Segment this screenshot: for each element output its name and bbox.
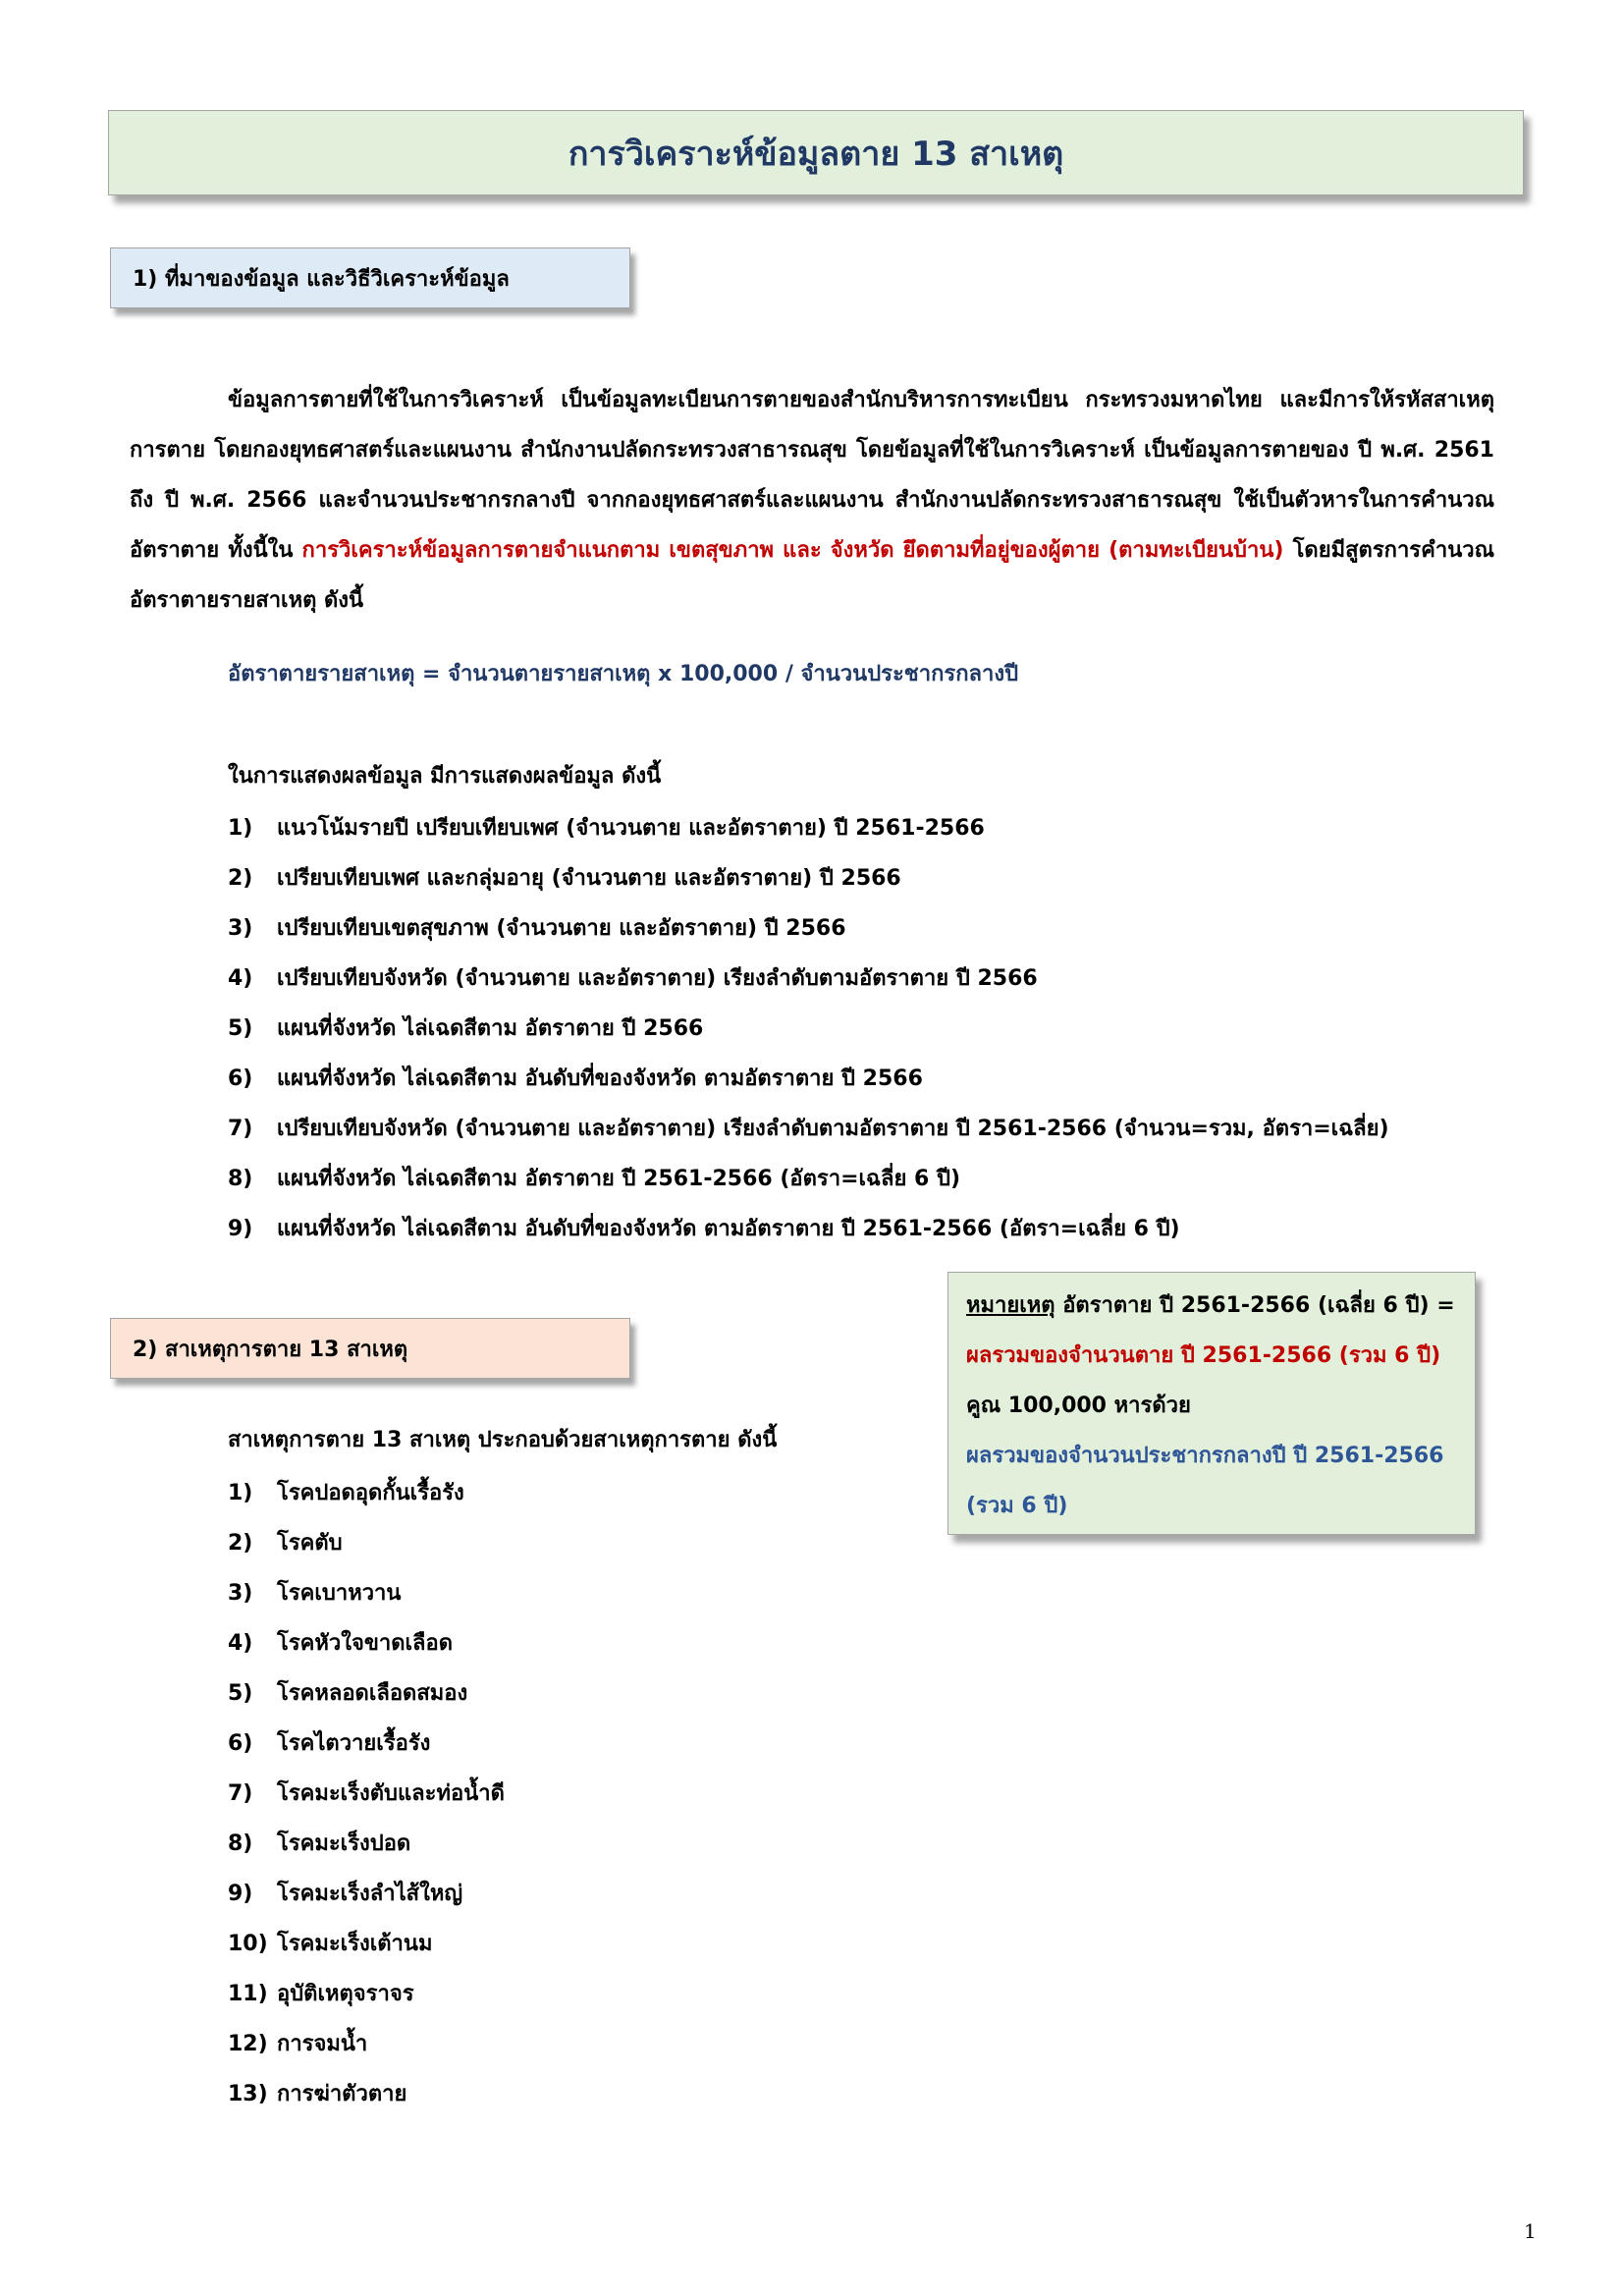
note-line-3: คูณ 100,000 หารด้วย [966,1394,1191,1418]
page-number: 1 [1524,2219,1537,2243]
document-title-box [108,110,1524,195]
cause-list-item [228,2022,505,2072]
list-item-number: 4) [228,1631,253,1656]
list-item-number: 8) [228,1167,253,1191]
section-1-heading-box [110,247,630,308]
cause-list-item [228,1621,505,1671]
display-list [228,807,1389,1258]
cause-list-item [228,1872,505,1922]
list-item-number: 5) [228,1016,253,1041]
paragraph-tail: โดยมีสูตรการคำนวณอัตราตายรายสาเหตุ ดังนี้ [130,538,1494,613]
cause-list-item [228,1722,505,1772]
list-item-text: แผนที่จังหวัด ไล่เฉดสีตาม อัตราตาย ปี 2566 [277,1016,704,1041]
display-list-item [228,1208,1389,1258]
note-box [947,1272,1476,1535]
list-item-number: 11) [228,1982,268,2006]
list-item-number: 7) [228,1781,253,1806]
list-item-text: โรคมะเร็งลำไส้ใหญ่ [277,1882,463,1906]
display-list-item [228,807,1389,857]
list-item-number: 6) [228,1066,253,1091]
list-item-text: เปรียบเทียบจังหวัด (จำนวนตาย และอัตราตาย) เรียงลำดับตามอัตราตาย ปี 2566 [277,966,1038,991]
causes-intro: สาเหตุการตาย 13 สาเหตุ ประกอบด้วยสาเหตุการตาย ดังนี้ [228,1428,778,1452]
display-list-item [228,1008,1389,1058]
display-list-item [228,1058,1389,1108]
cause-list-item [228,1571,505,1621]
list-item-number: 9) [228,1882,253,1906]
list-item-number: 1) [228,816,253,841]
list-item-number: 13) [228,2082,268,2106]
cause-list-item [228,1922,505,1972]
list-item-text: การฆ่าตัวตาย [277,2082,407,2106]
display-list-item [228,857,1389,907]
section-1-heading: 1) ที่มาของข้อมูล และวิธีวิเคราะห์ข้อมูล [133,266,510,292]
list-item-text: โรคหลอดเลือดสมอง [277,1681,468,1706]
cause-list-item [228,1671,505,1722]
cause-list-item [228,1521,505,1571]
note-line-2: ผลรวมของจำนวนตาย ปี 2561-2566 (รวม 6 ปี) [966,1343,1441,1368]
note-line-4: ผลรวมของจำนวนประชากรกลางปี ปี 2561-2566 [966,1444,1444,1468]
list-item-text: โรคหัวใจขาดเลือด [277,1631,454,1656]
list-item-number: 3) [228,916,253,941]
cause-list-item [228,1822,505,1872]
display-list-item [228,957,1389,1008]
list-item-text: แผนที่จังหวัด ไล่เฉดสีตาม อันดับที่ของจังหวัด ตามอัตราตาย ปี 2561-2566 (อัตรา=เฉลี่ย 6 ปี) [277,1217,1180,1241]
list-item-number: 12) [228,2032,268,2056]
list-item-text: อุบัติเหตุจราจร [277,1982,414,2006]
list-item-text: แผนที่จังหวัด ไล่เฉดสีตาม อันดับที่ของจังหวัด ตามอัตราตาย ปี 2566 [277,1066,923,1091]
list-item-number: 7) [228,1117,253,1141]
note-label: หมายเหตุ [966,1293,1055,1318]
list-item-number: 1) [228,1481,253,1505]
list-item-text: เปรียบเทียบจังหวัด (จำนวนตาย และอัตราตาย) เรียงลำดับตามอัตราตาย ปี 2561-2566 (จำนวน=รวม, อัตรา=เฉลี่ย) [277,1117,1389,1141]
cause-list-item [228,1972,505,2022]
list-item-number: 2) [228,866,253,891]
list-item-number: 8) [228,1831,253,1856]
display-list-item [228,1108,1389,1158]
rate-formula: อัตราตายรายสาเหตุ = จำนวนตายรายสาเหตุ x 100,000 / จำนวนประชากรกลางปี [228,662,1019,686]
list-item-number: 5) [228,1681,253,1706]
list-item-text: แนวโน้มรายปี เปรียบเทียบเพศ (จำนวนตาย และอัตราตาย) ปี 2561-2566 [277,816,985,841]
list-item-text: โรคปอดอุดกั้นเรื้อรัง [277,1481,464,1505]
cause-list-item [228,1772,505,1822]
list-item-number: 10) [228,1932,268,1956]
list-item-text: โรคไตวายเรื้อรัง [277,1731,431,1756]
list-item-text: เปรียบเทียบเขตสุขภาพ (จำนวนตาย และอัตราตาย) ปี 2566 [277,916,846,941]
note-line-1-text: อัตราตาย ปี 2561-2566 (เฉลี่ย 6 ปี) = [1055,1293,1455,1318]
list-item-text: โรคมะเร็งตับและท่อน้ำดี [277,1781,505,1806]
list-item-number: 2) [228,1531,253,1556]
paragraph-highlight: การวิเคราะห์ข้อมูลการตายจำแนกตาม เขตสุขภาพ และ จังหวัด ยึดตามที่อยู่ของผู้ตาย (ตามทะเบียนบ้าน) [301,538,1284,563]
list-item-text: เปรียบเทียบเพศ และกลุ่มอายุ (จำนวนตาย และอัตราตาย) ปี 2566 [277,866,901,891]
list-item-text: โรคตับ [277,1531,343,1556]
note-line-1 [966,1281,1457,1331]
note-line-5: (รวม 6 ปี) [966,1494,1068,1518]
list-item-number: 3) [228,1581,253,1606]
list-item-text: การจมน้ำ [277,2032,368,2056]
display-list-intro: ในการแสดงผลข้อมูล มีการแสดงผลข้อมูล ดังนี้ [228,764,662,789]
list-item-number: 6) [228,1731,253,1756]
list-item-text: โรคเบาหวาน [277,1581,402,1606]
list-item-number: 4) [228,966,253,991]
list-item-text: โรคมะเร็งปอด [277,1831,411,1856]
list-item-text: โรคมะเร็งเต้านม [277,1932,433,1956]
cause-list-item [228,1471,505,1521]
list-item-text: แผนที่จังหวัด ไล่เฉดสีตาม อัตราตาย ปี 2561-2566 (อัตรา=เฉลี่ย 6 ปี) [277,1167,961,1191]
section-2-heading-box [110,1318,630,1379]
display-list-item [228,1158,1389,1208]
document-title: การวิเคราะห์ข้อมูลตาย 13 สาเหตุ [568,134,1064,174]
data-source-paragraph [130,375,1494,626]
display-list-item [228,907,1389,957]
causes-list [228,1471,505,2122]
cause-list-item [228,2072,505,2122]
paragraph-text: ข้อมูลการตายที่ใช้ในการวิเคราะห์ เป็นข้อมูลทะเบียนการตายของสำนักบริหารการทะเบียน กระทรวงมหาดไทย และมีการให้รหัสสาเหตุการตาย โดยกองยุทธศาสตร์และแผนงาน สำนักงานปลัดกระทรวงสาธารณสุข โดยข้อมูลที่ใช้ในการวิเคราะห์ เป็นข้อมูลการตายของ ปี พ.ศ. 2561 ถึง ปี พ.ศ. 2566 และจำนวนประชากรกลางปี จากกองยุทธศาสตร์และแผนงาน สำนักงานปลัดกระทรวงสาธารณสุข ใช้เป็นตัวหารในการคำนวณอัตราตาย ทั้งนี้ใน [130,388,1494,563]
section-2-heading: 2) สาเหตุการตาย 13 สาเหตุ [133,1337,408,1362]
list-item-number: 9) [228,1217,253,1241]
